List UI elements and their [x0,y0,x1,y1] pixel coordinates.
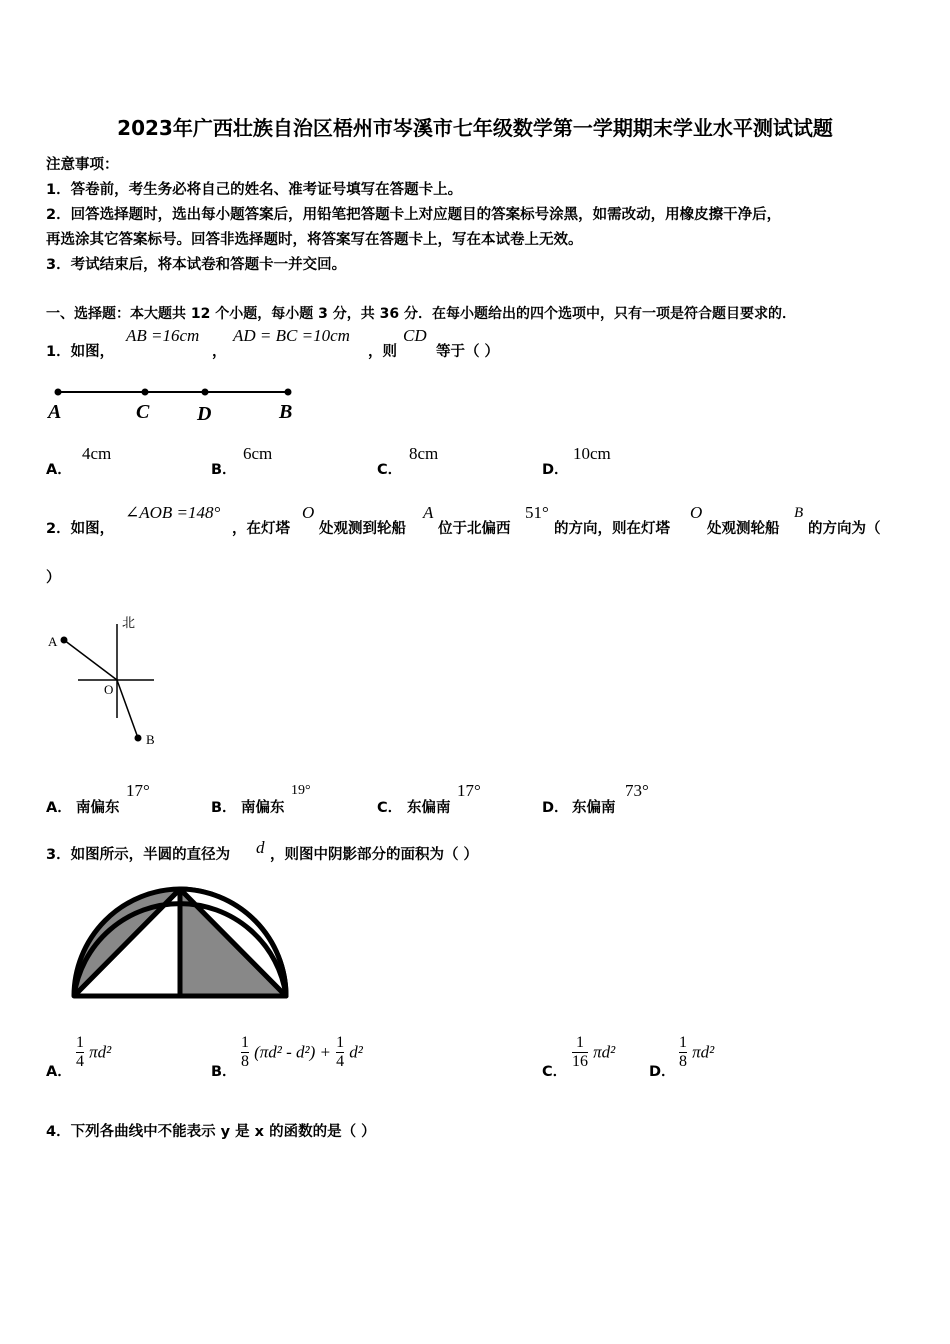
q2-prefix: 2．如图， [46,521,115,537]
q2-label-b: B [146,732,155,747]
q3-b-den2: 4 [336,1053,345,1070]
q3-a-expr: πd² [89,1042,112,1062]
q3-suffix: ，则图中阴影部分的面积为（ ） [270,847,479,863]
notice-item-3: 3．考试结束后，将本试卷和答题卡一并交回。 [46,257,347,273]
q2-math-a: A [423,503,434,522]
q2-option-a-text: 南偏东 [76,800,120,816]
q3-option-b-formula [241,1034,363,1071]
q1-math-ab: AB =16cm [126,326,200,345]
q2-text-4: 的方向，则在灯塔 [554,521,670,537]
notice-heading: 注意事项： [46,157,119,173]
q3-option-d-letter: D． [649,1064,676,1080]
q3-math-d: d [256,838,265,857]
q3-prefix: 3．如图所示，半圆的直径为 [46,847,231,863]
q2-option-c-angle: 17° [457,781,481,800]
q2-close: ） [46,570,61,586]
q1-mid: ，则 [368,344,397,360]
section-heading: 一、选择题：本大题共 12 个小题，每小题 3 分，共 36 分．在每小题给出的四个选项中，只有一项是符合题目要求的． [46,306,796,322]
q3-option-b-letter: B． [211,1064,237,1080]
q3-option-a-formula [76,1034,111,1071]
q2-option-d-letter: D． [542,800,569,816]
q2-text-2: 处观测到轮船 [319,521,406,537]
q2-text-3: 位于北偏西 [438,521,511,537]
q2-direction-figure [40,610,180,750]
q2-math-51: 51° [525,503,549,522]
q1-option-c-letter: C． [377,462,403,478]
q2-math-o1: O [302,503,315,522]
q3-option-c-letter: C． [542,1064,568,1080]
q2-text-1: ，在灯塔 [232,521,290,537]
q1-label-a: A [48,401,62,423]
q3-b-num2: 1 [336,1034,345,1051]
q2-math-angle: ∠AOB =148° [125,503,221,522]
q2-option-b-letter: B． [211,800,237,816]
q1-option-d-value: 10cm [573,444,611,463]
q3-d-expr: πd² [692,1042,715,1062]
q2-option-d-angle: 73° [625,781,649,800]
q1-math-ad-bc: AD = BC =10cm [233,326,350,345]
q1-option-b-letter: B． [211,462,237,478]
q2-option-c-letter: C． [377,800,403,816]
q2-text-5: 处观测轮船 [707,521,780,537]
q1-option-b-value: 6cm [243,444,273,463]
q3-option-d-formula [679,1034,714,1071]
q2-option-a-angle: 17° [126,781,150,800]
q3-d-den: 8 [679,1053,687,1070]
q4-text: 4．下列各曲线中不能表示 y 是 x 的函数的是（ ） [46,1124,376,1140]
q2-label-a: A [48,634,58,649]
q3-option-a-letter: A． [46,1064,72,1080]
q2-option-d-text: 东偏南 [572,800,616,816]
q2-text-6: 的方向为（ [808,521,881,537]
q1-label-b: B [279,401,293,423]
q2-label-north: 北 [122,615,136,630]
q3-semicircle-figure [68,880,294,1006]
q1-label-c: C [136,401,150,423]
q1-prefix: 1．如图， [46,344,115,360]
notice-item-1: 1．答卷前，考生务必将自己的姓名、准考证号填写在答题卡上。 [46,182,463,198]
q1-math-cd: CD [403,326,427,345]
q3-a-num: 1 [76,1034,84,1051]
q3-b-num: 1 [241,1034,249,1051]
q3-c-den: 16 [572,1053,588,1070]
q3-b-expr2: d² [349,1042,363,1062]
q3-d-num: 1 [679,1034,687,1051]
q2-label-o: O [104,682,114,697]
q1-option-a-letter: A． [46,462,72,478]
q3-c-num: 1 [576,1034,584,1051]
page-title: 2023年广西壮族自治区梧州市岑溪市七年级数学第一学期期末学业水平测试试题 [117,116,833,140]
q2-math-o2: O [690,503,703,522]
q2-math-b: B [794,505,804,521]
q1-option-a-value: 4cm [82,444,112,463]
q2-option-c-text: 东偏南 [407,800,451,816]
q1-sep: ， [212,344,227,360]
q3-option-c-formula [572,1034,615,1071]
q1-segment-figure [40,380,310,426]
q3-b-den: 8 [241,1053,249,1070]
q1-suffix: 等于（ ） [436,344,500,360]
notice-item-2: 2．回答选择题时，选出每小题答案后，用铅笔把答题卡上对应题目的答案标号涂黑，如需改动，用橡皮擦干净后， [46,207,782,223]
q3-b-expr: (πd² - d²) + [254,1042,332,1062]
notice-item-2-cont: 再选涂其它答案标号。回答非选择题时，将答案写在答题卡上，写在本试卷上无效。 [46,232,583,248]
q3-c-expr: πd² [593,1042,616,1062]
q2-option-a-letter: A． [46,800,72,816]
q1-option-c-value: 8cm [409,444,439,463]
q1-label-d: D [197,403,212,425]
q2-option-b-angle: 19° [291,783,311,798]
q3-a-den: 4 [76,1053,84,1070]
q1-option-d-letter: D． [542,462,569,478]
q2-option-b-text: 南偏东 [241,800,285,816]
